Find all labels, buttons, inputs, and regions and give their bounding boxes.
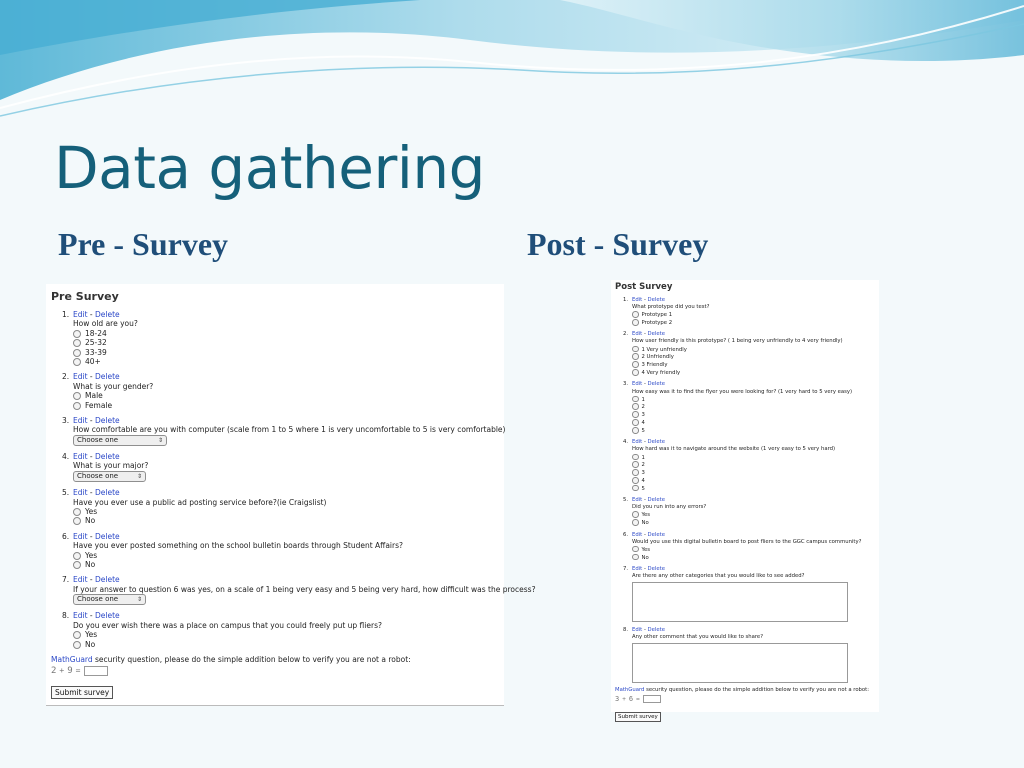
radio-option[interactable] (632, 396, 875, 404)
edit-link[interactable]: Edit (73, 372, 88, 382)
action-separator: - (642, 381, 648, 388)
radio-button[interactable] (73, 641, 81, 649)
question-actions (73, 611, 499, 620)
option-label: Yes (641, 512, 651, 519)
radio-button[interactable] (632, 419, 639, 426)
option-label: 1 (641, 454, 645, 461)
post-survey-heading: Post - Survey (527, 226, 709, 262)
pre-survey-question-list (51, 310, 536, 649)
choose-one-select[interactable] (73, 594, 146, 605)
radio-button[interactable] (632, 469, 639, 476)
delete-link[interactable]: Delete (647, 626, 665, 633)
edit-link[interactable]: Edit (632, 297, 643, 303)
radio-option[interactable] (73, 348, 499, 357)
choose-one-select[interactable] (73, 435, 167, 446)
select-value: Choose one (77, 435, 119, 444)
survey-question (51, 416, 506, 446)
radio-option[interactable] (632, 519, 875, 527)
action-separator: - (87, 310, 96, 319)
option-label: 5 (641, 427, 645, 434)
delete-link[interactable]: Delete (95, 372, 120, 382)
captcha-row (51, 666, 499, 676)
question-text: How user friendly is this prototype? ( 1 being very unfriendly to 4 very friendly) (632, 338, 843, 345)
question-text: Do you ever wish there was a place on campus that you could freely put up fliers? (73, 620, 382, 630)
radio-button[interactable] (73, 517, 81, 525)
radio-option[interactable] (73, 560, 499, 569)
survey-question (615, 331, 875, 377)
survey-question (615, 627, 875, 683)
radio-option[interactable] (73, 516, 499, 525)
question-actions (73, 532, 499, 541)
option-label: Yes (641, 546, 651, 553)
option-label: 3 (641, 412, 645, 419)
radio-option[interactable] (73, 357, 499, 366)
question-actions (73, 488, 499, 497)
radio-option[interactable] (73, 338, 499, 347)
action-separator: - (642, 497, 648, 504)
option-label: No (85, 639, 96, 649)
delete-link[interactable]: Delete (95, 575, 120, 585)
delete-link[interactable]: Delete (95, 416, 120, 426)
question-number: 7. (62, 575, 70, 585)
captcha-equals: = (636, 695, 639, 703)
question-text: Have you ever use a public ad posting service before?(ie Craigslist) (73, 497, 327, 507)
captcha-answer-input[interactable] (643, 695, 661, 703)
radio-option[interactable] (632, 554, 875, 562)
delete-link[interactable]: Delete (95, 310, 120, 319)
question-number: 3. (623, 381, 629, 388)
option-label: No (641, 520, 649, 527)
radio-button[interactable] (632, 427, 639, 434)
captcha-digit: 2 (51, 665, 56, 676)
option-label: 25-32 (85, 338, 107, 348)
question-number: 1. (62, 310, 70, 319)
delete-link[interactable]: Delete (647, 297, 665, 303)
radio-button[interactable] (632, 346, 639, 353)
radio-option[interactable] (632, 311, 875, 319)
edit-link[interactable]: Edit (632, 331, 643, 338)
radio-button[interactable] (73, 561, 81, 569)
survey-question (51, 372, 499, 410)
question-number: 3. (62, 416, 70, 426)
edit-link[interactable]: Edit (632, 531, 643, 538)
option-label: 4 (641, 419, 645, 426)
radio-button[interactable] (632, 353, 639, 360)
question-number: 7. (623, 566, 629, 572)
submit-survey-button[interactable]: Submit survey (615, 712, 661, 722)
delete-link[interactable]: Delete (647, 439, 665, 446)
action-separator: - (87, 575, 96, 585)
option-label: 3 (641, 469, 645, 476)
captcha-digit: 9 (67, 665, 72, 676)
question-actions (632, 627, 875, 634)
radio-button[interactable] (632, 454, 639, 461)
action-separator: - (642, 331, 648, 338)
radio-button[interactable] (632, 411, 639, 418)
question-number: 6. (623, 531, 629, 538)
delete-link[interactable]: Delete (647, 531, 665, 538)
option-label: No (641, 554, 649, 561)
delete-link[interactable]: Delete (647, 331, 665, 338)
captcha-digit: 3 (615, 695, 619, 704)
mathguard-notice (615, 687, 875, 693)
survey-question (615, 532, 875, 562)
radio-option[interactable] (632, 477, 875, 485)
question-number: 4. (62, 452, 70, 462)
edit-link[interactable]: Edit (632, 566, 643, 572)
radio-option[interactable] (73, 507, 499, 516)
option-label: 5 (641, 485, 645, 492)
question-text: What prototype did you test? (632, 304, 710, 311)
radio-button[interactable] (73, 330, 81, 338)
radio-option[interactable] (632, 403, 875, 411)
post-survey-form-title: Post Survey (615, 282, 673, 292)
question-text: What is your major? (73, 461, 149, 471)
mathguard-text: security question, please do the simple addition below to verify you are not a robot: (92, 654, 411, 664)
action-separator: - (87, 416, 96, 426)
radio-option[interactable] (73, 391, 499, 400)
edit-link[interactable]: Edit (73, 488, 88, 498)
question-text: How comfortable are you with computer (scale from 1 to 5 where 1 is very uncomfortable to 5 is very comfortable) (73, 425, 506, 435)
question-actions (73, 575, 499, 584)
radio-option[interactable] (632, 353, 875, 361)
option-label: 1 (641, 396, 645, 403)
post-survey-screenshot (611, 280, 879, 721)
survey-question (51, 532, 499, 570)
option-label: No (85, 559, 96, 569)
select-value: Choose one (77, 595, 119, 604)
radio-button[interactable] (632, 311, 639, 318)
radio-button[interactable] (632, 477, 639, 484)
header-wave-decoration (0, 0, 1024, 120)
submit-survey-button[interactable]: Submit survey (51, 686, 113, 699)
mathguard-link[interactable]: MathGuard (615, 687, 645, 694)
survey-question (615, 297, 875, 327)
question-text: How hard was it to navigate around the website (1 very easy to 5 very hard) (632, 446, 836, 453)
delete-link[interactable]: Delete (647, 497, 665, 504)
action-separator: - (87, 488, 96, 498)
radio-button[interactable] (73, 508, 81, 516)
post-survey-question-list (615, 297, 875, 683)
question-number: 8. (62, 611, 70, 621)
option-label: 18-24 (85, 328, 107, 338)
question-actions (632, 297, 875, 304)
radio-option[interactable] (632, 469, 875, 477)
survey-question (51, 575, 536, 605)
mathguard-link[interactable]: MathGuard (51, 654, 93, 664)
radio-option[interactable] (73, 630, 499, 639)
option-label: Yes (85, 550, 98, 560)
radio-option[interactable] (632, 511, 875, 519)
question-text: Have you ever posted something on the school bulletin boards through Student Affairs? (73, 541, 403, 551)
option-label: 3 Friendly (641, 362, 668, 368)
radio-button[interactable] (73, 552, 81, 560)
radio-button[interactable] (632, 511, 639, 518)
question-text: Are there any other categories that you would like to see added? (632, 573, 805, 580)
question-text: What is your gender? (73, 381, 154, 391)
radio-option[interactable] (632, 419, 875, 427)
radio-option[interactable] (632, 454, 875, 462)
radio-option[interactable] (632, 411, 875, 419)
option-label: 1 Very unfriendly (641, 346, 687, 353)
radio-button[interactable] (632, 519, 639, 526)
option-label: Prototype 2 (641, 319, 673, 326)
delete-link[interactable]: Delete (647, 381, 665, 388)
question-actions (632, 331, 875, 338)
pre-survey-heading: Pre - Survey (58, 226, 229, 262)
radio-option[interactable] (632, 346, 875, 354)
radio-option[interactable] (73, 329, 499, 338)
option-label: 4 Very friendly (641, 369, 681, 376)
question-number: 6. (62, 531, 70, 541)
radio-button[interactable] (632, 546, 639, 553)
question-text: Any other comment that you would like to share? (632, 633, 764, 640)
updown-arrows-icon: ⇕ (136, 472, 142, 480)
radio-option[interactable] (73, 551, 499, 560)
radio-option[interactable] (632, 361, 875, 369)
comment-textarea[interactable] (632, 582, 848, 622)
option-label: Female (85, 400, 113, 410)
captcha-plus: + (59, 666, 64, 676)
edit-link[interactable]: Edit (73, 575, 88, 585)
radio-option[interactable] (632, 485, 875, 493)
question-actions (632, 532, 875, 539)
radio-button[interactable] (632, 319, 639, 326)
option-label: 33-39 (85, 347, 107, 357)
question-number: 8. (623, 626, 629, 633)
radio-button[interactable] (632, 485, 639, 492)
choose-one-select[interactable] (73, 471, 146, 482)
select-value: Choose one (77, 471, 119, 480)
radio-button[interactable] (632, 554, 639, 561)
action-separator: - (642, 297, 648, 303)
radio-button[interactable] (632, 361, 639, 368)
question-number: 5. (62, 488, 70, 498)
question-number: 4. (623, 439, 629, 446)
option-label: 4 (641, 477, 645, 484)
question-actions (73, 310, 499, 319)
question-actions (632, 497, 875, 504)
updown-arrows-icon: ⇕ (136, 596, 142, 604)
radio-button[interactable] (73, 358, 81, 366)
radio-option[interactable] (632, 369, 875, 377)
slide-title: Data gathering (54, 134, 486, 202)
question-text: Would you use this digital bulletin board to post fliers to the GGC campus community? (632, 538, 862, 545)
pre-survey-form-title: Pre Survey (51, 290, 119, 303)
option-label: 2 (641, 462, 645, 469)
radio-option[interactable] (632, 319, 875, 327)
radio-button[interactable] (73, 339, 81, 347)
edit-link[interactable]: Edit (632, 439, 643, 446)
action-separator: - (87, 531, 96, 541)
action-separator: - (642, 566, 648, 572)
question-number: 2. (62, 372, 70, 382)
delete-link[interactable]: Delete (95, 611, 120, 621)
survey-question (615, 566, 875, 622)
captcha-answer-input[interactable] (84, 666, 108, 676)
action-separator: - (642, 531, 648, 538)
option-label: 2 Unfriendly (641, 354, 674, 361)
mathguard-text: security question, please do the simple addition below to verify you are not a robot: (644, 687, 870, 694)
question-number: 1. (623, 297, 629, 303)
survey-question (51, 452, 499, 482)
radio-button[interactable] (73, 392, 81, 400)
question-actions (632, 439, 875, 446)
updown-arrows-icon: ⇕ (157, 436, 163, 444)
radio-button[interactable] (73, 402, 81, 410)
question-actions (73, 416, 499, 425)
pre-survey-screenshot (46, 284, 536, 706)
radio-option[interactable] (632, 461, 875, 469)
edit-link[interactable]: Edit (632, 626, 643, 633)
comment-textarea[interactable] (632, 643, 848, 683)
edit-link[interactable]: Edit (73, 416, 88, 426)
survey-question (51, 488, 499, 526)
captcha-equals: = (75, 666, 80, 676)
radio-button[interactable] (632, 396, 639, 403)
captcha-digit: 6 (628, 695, 633, 704)
survey-question (615, 439, 875, 492)
survey-question (51, 611, 499, 649)
radio-button[interactable] (632, 403, 639, 410)
option-label: Prototype 1 (641, 311, 673, 318)
radio-button[interactable] (632, 369, 639, 376)
question-text: How old are you? (73, 319, 138, 329)
question-actions (73, 452, 499, 461)
action-separator: - (87, 372, 96, 382)
option-label: Male (85, 391, 103, 401)
edit-link[interactable]: Edit (73, 452, 88, 462)
question-actions (632, 381, 875, 388)
radio-option[interactable] (632, 427, 875, 435)
radio-button[interactable] (73, 349, 81, 357)
radio-option[interactable] (73, 640, 499, 649)
question-actions (73, 372, 499, 381)
edit-link[interactable]: Edit (73, 611, 88, 621)
delete-link[interactable]: Delete (95, 531, 120, 541)
question-actions (632, 566, 875, 573)
action-separator: - (87, 611, 96, 621)
question-number: 2. (623, 331, 629, 338)
question-text: If your answer to question 6 was yes, on a scale of 1 being very easy and 5 being very hard, how difficult was the process? (73, 584, 536, 594)
option-label: No (85, 516, 96, 526)
question-number: 5. (623, 497, 629, 504)
edit-link[interactable]: Edit (632, 381, 643, 388)
question-text: How easy was it to find the flyer you were looking for? (1 very hard to 5 very easy) (632, 388, 853, 395)
mathguard-notice (51, 655, 499, 664)
option-label: 2 (641, 404, 645, 411)
survey-question (615, 497, 875, 527)
option-label: Yes (85, 630, 98, 640)
option-label: 40+ (85, 357, 101, 367)
survey-question (51, 310, 499, 366)
radio-option[interactable] (632, 546, 875, 554)
action-separator: - (642, 626, 648, 633)
delete-link[interactable]: Delete (95, 452, 120, 462)
radio-button[interactable] (632, 461, 639, 468)
option-label: Yes (85, 506, 98, 516)
question-text: Did you run into any errors? (632, 504, 707, 511)
radio-option[interactable] (73, 401, 499, 410)
edit-link[interactable]: Edit (632, 497, 643, 504)
edit-link[interactable]: Edit (73, 310, 88, 319)
delete-link[interactable]: Delete (95, 488, 120, 498)
action-separator: - (87, 452, 96, 462)
captcha-plus: + (622, 695, 625, 703)
edit-link[interactable]: Edit (73, 531, 88, 541)
survey-question (615, 381, 875, 434)
delete-link[interactable]: Delete (647, 566, 665, 572)
action-separator: - (642, 439, 648, 446)
captcha-row (615, 695, 875, 703)
radio-button[interactable] (73, 631, 81, 639)
